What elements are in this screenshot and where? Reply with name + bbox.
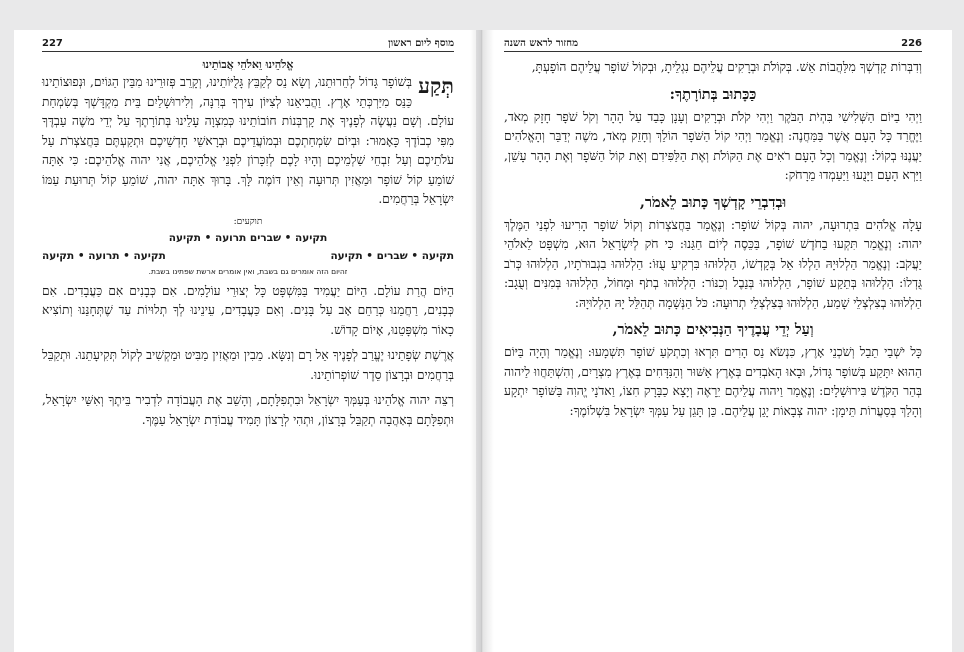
tkiyot-row-1: תקיעה • שברים תרועה • תקיעה [168,231,328,244]
instruction-note: זהיום הזה אומרים גם בשבת, ואין אומרים ארשת שפתינו בשבת. [148,266,348,276]
heading-torah: כַּכָּתוּב בְּתוֹרָתֶךָ: [669,85,757,103]
heading-ketuvim: וּבְדִבְרֵי קָדְשְׁךָ כָּתוּב לֵאמֹר, [639,193,787,211]
areshet-paragraph: אֲרֶשֶׁת שְׂפָתֵינוּ יֶעֱרַב לְפָנֶיךָ אֵל רָם וְנִשָּׂא. מֵבִין וּמַאֲזִין מַבִּיט וּמַקְשִׁיב לְקוֹל תְּקִיעָתֵנוּ. וּתְקַבֵּל בְּרַחֲמִים וּבְרָצוֹן סֵדֶר שׁוֹפְרוֹתֵינוּ. [42,348,454,382]
torah-verses-paragraph: וַיְהִי בַיּוֹם הַשְּׁלִישִׁי בִּהְיֹת הַבֹּקֶר וַיְהִי קֹלֹת וּבְרָקִים וְעָנָן כָּבֵד עַל הָהָר וְקֹל שֹׁפָר חָזָק מְאֹד, וַיֶּחֱרַד כָּל הָעָם אֲשֶׁר בַּמַּחֲנֶה: וְנֶאֱמַר וַיְהִי קוֹל הַשֹּׁפָר הוֹלֵךְ וְחָזֵק מְאֹד, משֶׁה יְדַבֵּר וְהָאֱלֹהִים יַעֲנֶנּוּ בְקוֹל: וְנֶאֱמַר וְכָל הָעָם רֹאִים אֶת הַקּוֹלֹת וְאֶת הַלַּפִּידִם וְאֵת קוֹל הַשֹּׁפָר וְאֶת הָהָר עָשֵׁן, וַיַּרְא הָעָם וַיָּנֻעוּ וַיַּעַמְדוּ מֵרָחֹק: [504,109,922,182]
tkiyot-row-2-a: תקיעה • שברים • תקיעה [330,249,454,262]
right-page [482,30,952,652]
ketuvim-verses-paragraph: עָלָה אֱלֹהִים בִּתְרוּעָה, יהוה בְּקוֹל שׁוֹפָר: וְנֶאֱמַר בַּחֲצֹצְרוֹת וְקוֹל שׁוֹפָר הָרִיעוּ לִפְנֵי הַמֶּלֶךְ יהוה: וְנֶאֱמַר תִּקְעוּ בַחֹדֶשׁ שׁוֹפָר, בַּכֵּסֶה לְיוֹם חַגֵּנוּ: כִּי חֹק לְיִשְׂרָאֵל הוּא, מִשְׁפָּט לֵאלֹהֵי יַעֲקֹב: וְנֶאֱמַר הַלְלוּיָהּ הַלְלוּ אֵל בְּקָדְשׁוֹ, הַלְלוּהוּ בִּרְקִיעַ עֻזּוֹ: הַלְלוּהוּ בִגְבוּרֹתָיו, הַלְלוּהוּ כְּרֹב גֻּדְלוֹ: הַלְלוּהוּ בְּתֵקַע שׁוֹפָר, הַלְלוּהוּ בְּנֵבֶל וְכִנּוֹר: הַלְלוּהוּ בְתֹף וּמָחוֹל, הַלְלוּהוּ בְּמִנִּים וְעֻגָב: הַלְלוּהוּ בְצִלְצְלֵי שָׁמַע, הַלְלוּהוּ בְּצִלְצְלֵי תְרוּעָה: כֹּל הַנְּשָׁמָה תְּהַלֵּל יָהּ הַלְלוּיָהּ: [504,217,922,310]
hayom-harat-paragraph: הַיּוֹם הֲרַת עוֹלָם. הַיּוֹם יַעֲמִיד בַּמִּשְׁפָּט כָּל יְצוּרֵי עוֹלָמִים. אִם כְּבָנִים אִם כַּעֲבָדִים. אִם כְּבָנִים, רַחֲמֵנוּ כְּרַחֵם אָב עַל בָּנִים. וְאִם כַּעֲבָדִים, עֵינֵינוּ לְךָ תְלוּיוֹת עַד שֶׁתְּחָנֵּנוּ וְתוֹצִיא כָאוֹר מִשְׁפָּטֵנוּ, אָיוֹם קָדוֹשׁ. [42,283,454,337]
retzeh-paragraph: רְצֵה יהוה אֱלֹהֵינוּ בְּעַמְּךָ יִשְׂרָאֵל וּבִתְפִלָּתָם, וְהָשֵׁב אֶת הָעֲבוֹדָה לִדְבִיר בֵּיתֶךָ וְאִשֵּׁי יִשְׂרָאֵל, וּתְפִלָּתָם בְּאַהֲבָה תְקַבֵּל בְּרָצוֹן, וּתְהִי לְרָצוֹן תָּמִיד עֲבוֹדַת יִשְׂרָאֵל עַמֶּךָ. [42,393,454,427]
tokim-label: תוקעים: [233,216,263,227]
tka-paragraph [42,73,454,210]
heading-neviim: וְעַל יְדֵי עֲבָדֶיךָ הַנְּבִיאִים כָּתוּב לֵאמֹר, [612,321,814,338]
tkiyot-row-2-b: תקיעה • תרועה • תקיעה [42,249,166,262]
left-running-head [42,38,454,52]
opening-line: אֱלֹהֵינוּ וֵאלֹהֵי אֲבוֹתֵינוּ [202,58,294,71]
right-head-title: מחזור לראש השנה [504,38,578,49]
tkiyot-row-2 [42,247,454,265]
left-page-number: 227 [42,38,63,49]
right-page-number: 226 [901,38,922,49]
tka-text: בְּשׁוֹפָר גָּדוֹל לְחֵרוּתֵנוּ, וְשָׂא נֵס לְקַבֵּץ גָּלֻיּוֹתֵינוּ, וְקָרֵב פְּזוּרֵינוּ מִבֵּין הַגּוֹיִם, וּנְפוּצוֹתֵינוּ כַּנֵּס מִיַּרְכְּתֵי אָרֶץ. וַהֲבִיאֵנוּ לְצִיּוֹן עִירְךָ בְּרִנָּה, וְלִירוּשָׁלַיִם בֵּית מִקְדָּשְׁךָ בְּשִׂמְחַת עוֹלָם. וְשָׁם נַעֲשֶׂה לְפָנֶיךָ אֶת קָרְבְּנוֹת חוֹבוֹתֵינוּ כְּמִצְוָה עָלֵינוּ בְּתוֹרָתֶךָ עַל יְדֵי משֶׁה עַבְדֶּךָ מִפִּי כְבוֹדֶךָ כָּאָמוּר: וּבְיוֹם שִׂמְחַתְכֶם וּבְמוֹעֲדֵיכֶם וּבְרָאשֵׁי חָדְשֵׁיכֶם וּתְקַעְתֶּם בַּחֲצֹצְרֹת עַל עֹלֹתֵיכֶם וְעַל זִבְחֵי שַׁלְמֵיכֶם וְהָיוּ לָכֶם לְזִכָּרוֹן לִפְנֵי אֱלֹהֵיכֶם, אֲנִי יהוה אֱלֹהֵיכֶם: כִּי אַתָּה שׁוֹמֵעַ קוֹל שׁוֹפָר וּמַאֲזִין תְּרוּעָה וְאֵין דּוֹמֶה לָּךְ. בָּרוּךְ אַתָּה יהוה, שׁוֹמֵעַ קוֹל תְּרוּעַת עַמּוֹ יִשְׂרָאֵל בְּרַחֲמִים. [42,75,454,206]
dibrot-paragraph: וְדִבְּרוֹת קָדְשְׁךָ מִלַּהֲבוֹת אֵשׁ. בְּקוֹלֹת וּבְרָקִים עֲלֵיהֶם נִגְלֵיתָ, וּבְקוֹל שׁוֹפָר עֲלֵיהֶם הוֹפָעְתָּ, [531,60,922,74]
left-page [14,30,476,652]
neviim-verses-paragraph: כָּל יֹשְׁבֵי תֵבֵל וְשֹׁכְנֵי אָרֶץ, כִּנְשֹׂא נֵס הָרִים תִּרְאוּ וְכִתְקֹעַ שׁוֹפָר תִּשְׁמָעוּ: וְנֶאֱמַר וְהָיָה בַּיּוֹם הַהוּא יִתָּקַע בְּשׁוֹפָר גָּדוֹל, וּבָאוּ הָאֹבְדִים בְּאֶרֶץ אַשּׁוּר וְהַנִּדָּחִים בְּאֶרֶץ מִצְרָיִם, וְהִשְׁתַּחֲווּ לַיהוה בְּהַר הַקֹּדֶשׁ בִּירוּשָׁלָיִם: וְנֶאֱמַר וַיהוה עֲלֵיהֶם יֵרָאֶה וְיָצָא כַבָּרָק חִצּוֹ, וַאדֹנָי יֱהוִה בַּשּׁוֹפָר יִתְקָע וְהָלַךְ בְּסַעֲרוֹת תֵּימָן: יהוה צְבָאוֹת יָגֵן עֲלֵיהֶם. כֵּן תָּגֵן עַל עַמְּךָ יִשְׂרָאֵל בִּשְׁלוֹמֶךָ: [504,345,922,418]
big-word-tka: תְּקַע [418,73,454,98]
right-running-head [504,38,922,52]
left-head-title: מוסף ליום ראשון [388,38,454,49]
